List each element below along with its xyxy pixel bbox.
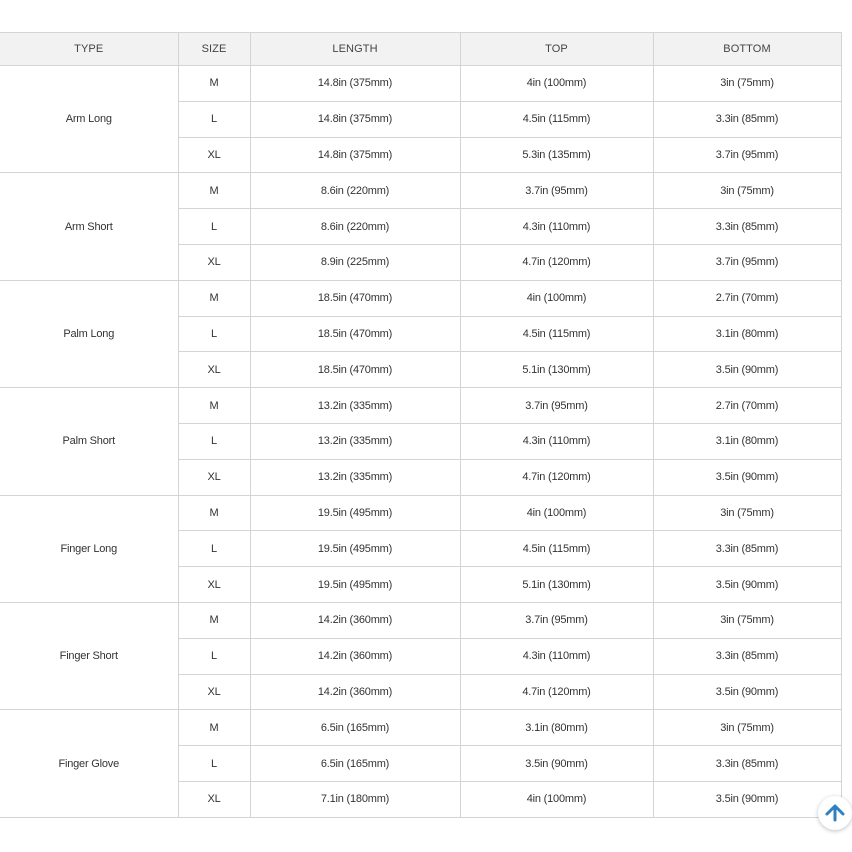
length-cell: 14.8in (375mm) xyxy=(250,101,460,137)
top-cell: 4.3in (110mm) xyxy=(460,209,653,245)
table-row xyxy=(0,602,841,638)
table-row xyxy=(0,388,841,424)
length-cell: 8.9in (225mm) xyxy=(250,244,460,280)
length-cell: 13.2in (335mm) xyxy=(250,388,460,424)
length-cell: 14.8in (375mm) xyxy=(250,66,460,102)
size-cell: XL xyxy=(178,459,250,495)
table-row xyxy=(0,495,841,531)
header-bottom: BOTTOM xyxy=(653,33,841,66)
bottom-cell: 3in (75mm) xyxy=(653,66,841,102)
top-cell: 5.1in (130mm) xyxy=(460,567,653,603)
bottom-cell: 3.3in (85mm) xyxy=(653,746,841,782)
type-cell: Arm Short xyxy=(0,173,178,280)
bottom-cell: 2.7in (70mm) xyxy=(653,388,841,424)
top-cell: 3.5in (90mm) xyxy=(460,746,653,782)
top-cell: 4in (100mm) xyxy=(460,66,653,102)
length-cell: 18.5in (470mm) xyxy=(250,280,460,316)
bottom-cell: 3.5in (90mm) xyxy=(653,567,841,603)
size-cell: L xyxy=(178,531,250,567)
length-cell: 19.5in (495mm) xyxy=(250,531,460,567)
length-cell: 8.6in (220mm) xyxy=(250,209,460,245)
table-row xyxy=(0,710,841,746)
size-cell: L xyxy=(178,316,250,352)
size-cell: L xyxy=(178,638,250,674)
length-cell: 18.5in (470mm) xyxy=(250,352,460,388)
type-cell: Palm Short xyxy=(0,388,178,495)
length-cell: 6.5in (165mm) xyxy=(250,710,460,746)
header-type: TYPE xyxy=(0,33,178,66)
table-row xyxy=(0,173,841,209)
header-top: TOP xyxy=(460,33,653,66)
bottom-cell: 3.3in (85mm) xyxy=(653,209,841,245)
size-cell: L xyxy=(178,101,250,137)
bottom-cell: 3in (75mm) xyxy=(653,173,841,209)
bottom-cell: 3.5in (90mm) xyxy=(653,459,841,495)
type-cell: Finger Short xyxy=(0,602,178,709)
length-cell: 14.2in (360mm) xyxy=(250,674,460,710)
size-cell: M xyxy=(178,66,250,102)
size-cell: M xyxy=(178,602,250,638)
size-cell: XL xyxy=(178,674,250,710)
top-cell: 4.5in (115mm) xyxy=(460,531,653,567)
size-cell: L xyxy=(178,423,250,459)
top-cell: 4.5in (115mm) xyxy=(460,316,653,352)
bottom-cell: 3.5in (90mm) xyxy=(653,674,841,710)
size-cell: M xyxy=(178,280,250,316)
size-cell: M xyxy=(178,388,250,424)
bottom-cell: 3.5in (90mm) xyxy=(653,352,841,388)
top-cell: 3.7in (95mm) xyxy=(460,173,653,209)
length-cell: 8.6in (220mm) xyxy=(250,173,460,209)
bottom-cell: 3.3in (85mm) xyxy=(653,101,841,137)
type-cell: Palm Long xyxy=(0,280,178,387)
top-cell: 4.7in (120mm) xyxy=(460,674,653,710)
type-cell: Finger Glove xyxy=(0,710,178,817)
size-cell: XL xyxy=(178,137,250,173)
size-cell: L xyxy=(178,209,250,245)
bottom-cell: 3.1in (80mm) xyxy=(653,316,841,352)
size-cell: M xyxy=(178,173,250,209)
size-chart xyxy=(0,32,841,818)
size-cell: M xyxy=(178,495,250,531)
size-cell: L xyxy=(178,746,250,782)
top-cell: 5.3in (135mm) xyxy=(460,137,653,173)
scroll-to-top-button[interactable] xyxy=(818,796,852,830)
length-cell: 13.2in (335mm) xyxy=(250,423,460,459)
top-cell: 3.7in (95mm) xyxy=(460,388,653,424)
top-cell: 3.7in (95mm) xyxy=(460,602,653,638)
table-body xyxy=(0,66,841,818)
size-cell: XL xyxy=(178,244,250,280)
bottom-cell: 3in (75mm) xyxy=(653,495,841,531)
length-cell: 6.5in (165mm) xyxy=(250,746,460,782)
table-row xyxy=(0,280,841,316)
top-cell: 4in (100mm) xyxy=(460,781,653,817)
header-length: LENGTH xyxy=(250,33,460,66)
arrow-up-icon xyxy=(824,800,846,827)
bottom-cell: 3.1in (80mm) xyxy=(653,423,841,459)
length-cell: 18.5in (470mm) xyxy=(250,316,460,352)
top-cell: 4.7in (120mm) xyxy=(460,459,653,495)
size-cell: XL xyxy=(178,352,250,388)
size-cell: M xyxy=(178,710,250,746)
length-cell: 19.5in (495mm) xyxy=(250,567,460,603)
top-cell: 4.7in (120mm) xyxy=(460,244,653,280)
bottom-cell: 3.3in (85mm) xyxy=(653,638,841,674)
top-cell: 4.3in (110mm) xyxy=(460,638,653,674)
header-size: SIZE xyxy=(178,33,250,66)
top-cell: 4in (100mm) xyxy=(460,280,653,316)
top-cell: 3.1in (80mm) xyxy=(460,710,653,746)
size-table xyxy=(0,32,842,818)
bottom-cell: 3.5in (90mm) xyxy=(653,781,841,817)
length-cell: 14.2in (360mm) xyxy=(250,638,460,674)
type-cell: Arm Long xyxy=(0,66,178,173)
top-cell: 5.1in (130mm) xyxy=(460,352,653,388)
header-row xyxy=(0,33,841,66)
top-cell: 4.5in (115mm) xyxy=(460,101,653,137)
bottom-cell: 3.7in (95mm) xyxy=(653,137,841,173)
size-cell: XL xyxy=(178,781,250,817)
length-cell: 14.2in (360mm) xyxy=(250,602,460,638)
bottom-cell: 3in (75mm) xyxy=(653,602,841,638)
type-cell: Finger Long xyxy=(0,495,178,602)
length-cell: 7.1in (180mm) xyxy=(250,781,460,817)
top-cell: 4.3in (110mm) xyxy=(460,423,653,459)
bottom-cell: 2.7in (70mm) xyxy=(653,280,841,316)
length-cell: 13.2in (335mm) xyxy=(250,459,460,495)
table-row xyxy=(0,66,841,102)
bottom-cell: 3.7in (95mm) xyxy=(653,244,841,280)
length-cell: 14.8in (375mm) xyxy=(250,137,460,173)
bottom-cell: 3in (75mm) xyxy=(653,710,841,746)
bottom-cell: 3.3in (85mm) xyxy=(653,531,841,567)
size-cell: XL xyxy=(178,567,250,603)
length-cell: 19.5in (495mm) xyxy=(250,495,460,531)
top-cell: 4in (100mm) xyxy=(460,495,653,531)
